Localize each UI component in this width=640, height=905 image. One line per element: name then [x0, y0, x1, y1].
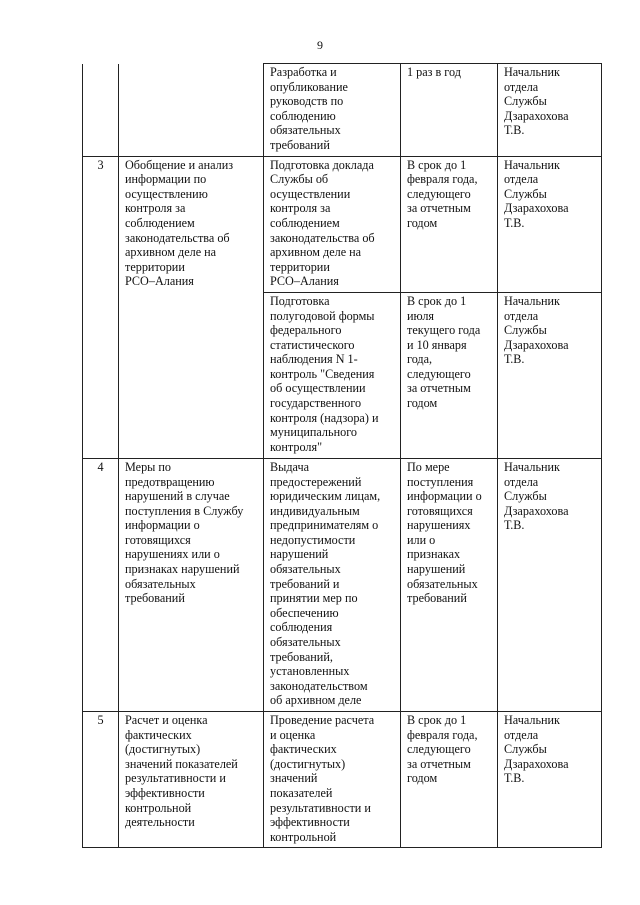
- activity-cell: [119, 64, 264, 157]
- table-row: [83, 458, 602, 711]
- responsible-cell: Начальник отдела Службы Дзарахохова Т.В.: [498, 458, 602, 711]
- responsible-cell: Начальник отдела Службы Дзарахохова Т.В.: [498, 156, 602, 292]
- deadline-cell: В срок до 1 июля текущего года и 10 января года, следующего за отчетным годом: [401, 292, 498, 458]
- deadline-cell: 1 раз в год: [401, 64, 498, 157]
- deadline-cell: В срок до 1 февраля года, следующего за отчетным годом: [401, 712, 498, 848]
- task-cell: Выдача предостережений юридическим лицам, индивидуальным предпринимателям о недопустимости нарушений обязательных требований и принятии мер по обеспечению соблюдения обязательных требований, установленных законодательством об архивном деле: [264, 458, 401, 711]
- responsible-cell: Начальник отдела Службы Дзарахохова Т.В.: [498, 712, 602, 848]
- activity-cell: Меры по предотвращению нарушений в случае поступления в Службу информации о готовящихся нарушениях или о признаках нарушений обязательных требований: [119, 458, 264, 711]
- task-cell: Подготовка полугодовой формы федерального статистического наблюдения N 1- контроль "Сведения об осуществлении государственного контроля (надзора) и муниципального контроля": [264, 292, 401, 458]
- plan-table: [82, 63, 602, 848]
- deadline-cell: В срок до 1 февраля года, следующего за отчетным годом: [401, 156, 498, 292]
- row-number: 3: [83, 156, 119, 458]
- activity-cell: Расчет и оценка фактических (достигнутых) значений показателей результативности и эффективности контрольной деятельности: [119, 712, 264, 848]
- responsible-cell: Начальник отдела Службы Дзарахохова Т.В.: [498, 292, 602, 458]
- activity-cell: Обобщение и анализ информации по осуществлению контроля за соблюдением законодательства об архивном деле на территории РСО–Алания: [119, 156, 264, 458]
- task-cell: Разработка и опубликование руководств по соблюдению обязательных требований: [264, 64, 401, 157]
- row-number: 4: [83, 458, 119, 711]
- task-cell: Проведение расчета и оценка фактических (достигнутых) значений показателей результативности и эффективности контрольной: [264, 712, 401, 848]
- table-row: [83, 156, 602, 292]
- deadline-cell: По мере поступления информации о готовящихся нарушениях или о признаках нарушений обязательных требований: [401, 458, 498, 711]
- row-number: [83, 64, 119, 157]
- page-number: 9: [317, 38, 323, 52]
- responsible-cell: Начальник отдела Службы Дзарахохова Т.В.: [498, 64, 602, 157]
- table-row: [83, 712, 602, 848]
- table-row: [83, 64, 602, 157]
- row-number: 5: [83, 712, 119, 848]
- task-cell: Подготовка доклада Службы об осуществлении контроля за соблюдением законодательства об архивном деле на территории РСО–Алания: [264, 156, 401, 292]
